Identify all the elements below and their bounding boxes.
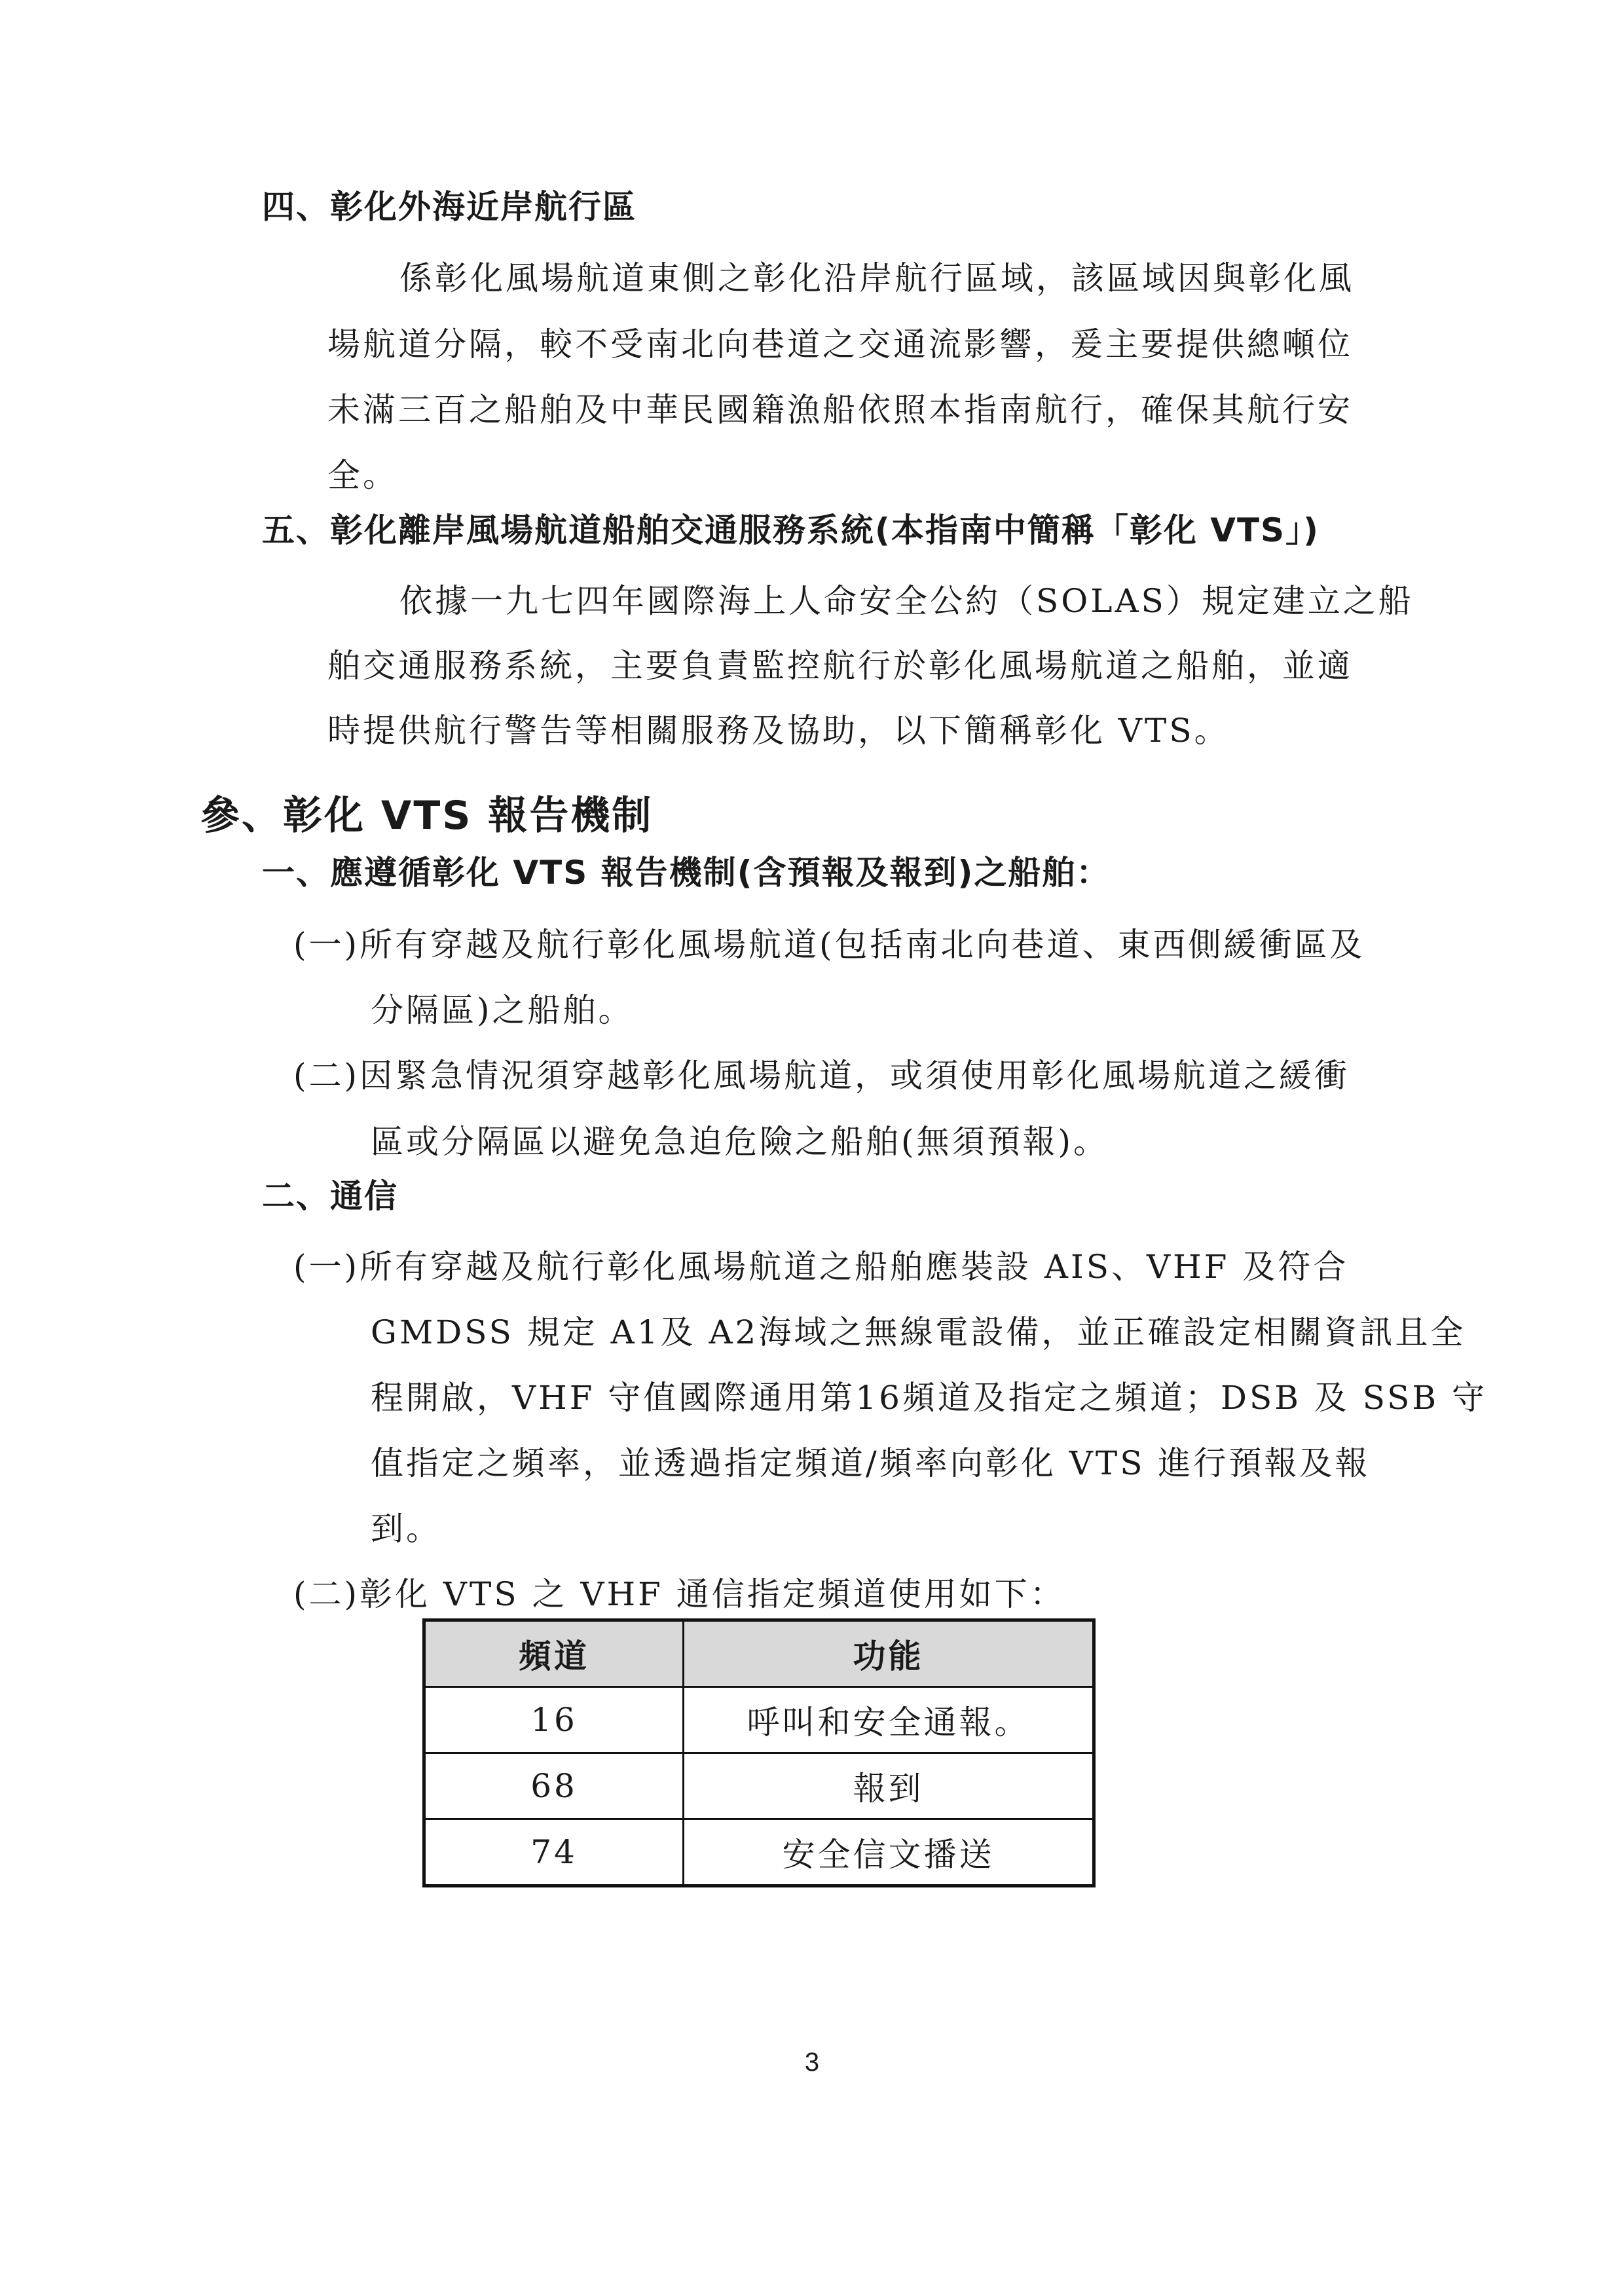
vhf-channel-table bbox=[422, 1618, 1096, 1887]
sub-1-item-1-line-2: 分隔區)之船舶。 bbox=[371, 991, 634, 1029]
section-4-body-line-1: 係彰化風場航道東側之彰化沿岸航行區域，該區域因與彰化風 bbox=[399, 259, 1354, 297]
section-4-body-line-4: 全。 bbox=[327, 456, 398, 494]
section-5-body-line-2: 舶交通服務系統，主要負責監控航行於彰化風場航道之船舶，並適 bbox=[327, 647, 1353, 685]
sub-1-item-2-line-1: (二)因緊急情況須穿越彰化風場航道，或須使用彰化風場航道之緩衝 bbox=[293, 1057, 1350, 1095]
section-4-body-line-3: 未滿三百之船舶及中華民國籍漁船依照本指南航行，確保其航行安 bbox=[327, 391, 1353, 429]
table-cell-function: 安全信文播送 bbox=[684, 1819, 1094, 1886]
chapter-3-sub-1-heading: 一、應遵循彰化 VTS 報告機制(含預報及報到)之船舶： bbox=[262, 854, 1111, 892]
sub-2-item-1-line-3: 程開啟，VHF 守值國際通用第16頻道及指定之頻道；DSB 及 SSB 守 bbox=[371, 1379, 1488, 1417]
table-cell-function: 報到 bbox=[684, 1753, 1094, 1819]
table-cell-channel: 74 bbox=[424, 1819, 684, 1886]
chapter-3-heading: 參、彰化 VTS 報告機制 bbox=[200, 793, 654, 839]
table-cell-channel: 16 bbox=[424, 1687, 684, 1753]
table-header-function: 功能 bbox=[684, 1620, 1094, 1687]
table-header-row bbox=[424, 1620, 1094, 1687]
table-row bbox=[424, 1819, 1094, 1886]
section-4-heading: 四、彰化外海近岸航行區 bbox=[262, 188, 637, 226]
section-5-heading: 五、彰化離岸風場航道船舶交通服務系統(本指南中簡稱「彰化 VTS」) bbox=[262, 511, 1320, 549]
section-5-body-line-3: 時提供航行警告等相關服務及協助，以下簡稱彰化 VTS。 bbox=[327, 712, 1230, 750]
sub-2-item-1-line-2: GMDSS 規定 A1及 A2海域之無線電設備，並正確設定相關資訊且全 bbox=[371, 1313, 1466, 1351]
section-5-body-line-1: 依據一九七四年國際海上人命安全公約（SOLAS）規定建立之船 bbox=[399, 582, 1414, 620]
sub-1-item-2-line-2: 區或分隔區以避免急迫危險之船舶(無須預報)。 bbox=[371, 1123, 1109, 1161]
sub-2-item-2: (二)彰化 VTS 之 VHF 通信指定頻道使用如下： bbox=[293, 1575, 1065, 1613]
sub-2-item-1-line-5: 到。 bbox=[371, 1510, 441, 1548]
table-row bbox=[424, 1753, 1094, 1819]
section-4-body-line-2: 場航道分隔，較不受南北向巷道之交通流影響，爰主要提供總噸位 bbox=[327, 325, 1353, 363]
sub-1-item-1-line-1: (一)所有穿越及航行彰化風場航道(包括南北向巷道、東西側緩衝區及 bbox=[293, 926, 1365, 964]
table-cell-channel: 68 bbox=[424, 1753, 684, 1819]
table-row bbox=[424, 1687, 1094, 1753]
table-header-channel: 頻道 bbox=[424, 1620, 684, 1687]
sub-2-item-1-line-4: 值指定之頻率，並透過指定頻道/頻率向彰化 VTS 進行預報及報 bbox=[371, 1444, 1371, 1482]
page-number: 3 bbox=[804, 2048, 820, 2077]
sub-2-item-1-line-1: (一)所有穿越及航行彰化風場航道之船舶應裝設 AIS、VHF 及符合 bbox=[293, 1248, 1349, 1286]
table-cell-function: 呼叫和安全通報。 bbox=[684, 1687, 1094, 1753]
chapter-3-sub-2-heading: 二、通信 bbox=[262, 1177, 398, 1215]
